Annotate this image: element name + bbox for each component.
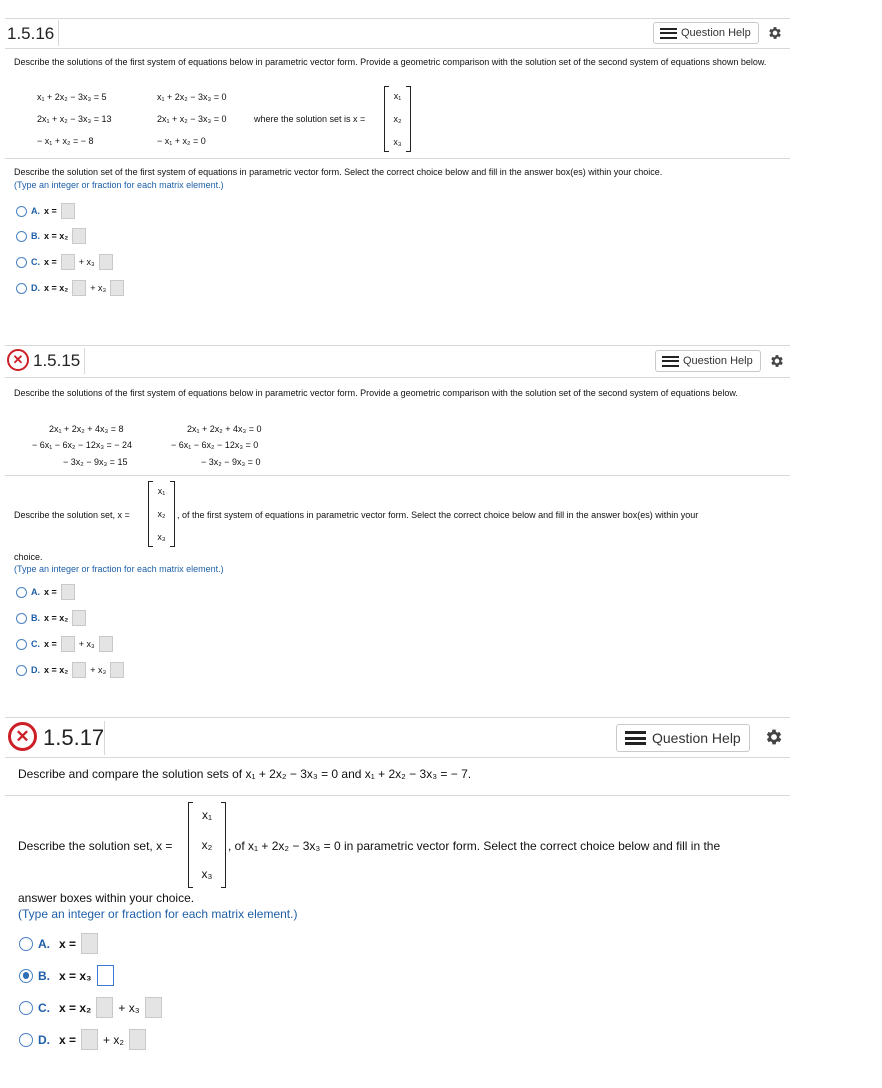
q2-option-d-expr: x = x₂ [44, 665, 69, 675]
q1-option-b-letter: B. [31, 231, 40, 241]
q1-sys2-eq3: − x₁ + x₂ = 0 [157, 136, 206, 146]
q3-tail2: answer boxes within your choice. [18, 891, 195, 905]
q3-radio-c[interactable] [19, 1001, 33, 1015]
q2-header-divider [5, 377, 790, 378]
q2-question-help-button[interactable] [655, 350, 761, 372]
q2-option-d-box1[interactable] [72, 662, 86, 678]
x-circle-icon: ✕ [8, 722, 37, 751]
q1-sys2-eq2: 2x₁ + x₂ − 3x₃ = 0 [157, 114, 227, 124]
q3-vector-x3: x₃ [201, 867, 213, 881]
x-circle-icon: ✕ [7, 349, 29, 371]
q3-option-c[interactable] [19, 997, 162, 1018]
q1-option-a-letter: A. [31, 206, 40, 216]
q3-option-c-letter: C. [38, 1000, 50, 1015]
q3-option-a-letter: A. [38, 936, 50, 951]
q1-radio-a[interactable] [16, 206, 27, 217]
q1-option-d-mid: + x₃ [90, 283, 107, 293]
q1-option-a-expr: x = [44, 206, 57, 216]
q2-vector-x3: x₃ [157, 532, 166, 542]
q3-body-divider [5, 795, 790, 796]
q2-prompt: Describe the solutions of the first system of equations below in parametric vector form. Provide a geometric comparison with the solution set of the second system of equations below. [14, 388, 738, 398]
q2-option-a-box[interactable] [61, 584, 75, 600]
q1-option-a-box[interactable] [61, 203, 75, 219]
q3-tail: , of x₁ + 2x₂ − 3x₃ = 0 in parametric vector form. Select the correct choice below and fill in the [228, 839, 721, 853]
q1-body-divider [5, 158, 790, 159]
q2-radio-b[interactable] [16, 613, 27, 624]
q3-vector-x1: x₁ [201, 808, 213, 822]
q1-option-a[interactable] [16, 203, 75, 219]
q2-option-d-box2[interactable] [110, 662, 124, 678]
q2-option-c[interactable] [16, 636, 113, 652]
q1-instruction: Describe the solution set of the first system of equations in parametric vector form. Select the correct choice below and fill in the answer box(es) within your choice. [14, 167, 663, 177]
q1-vector-x3: x₃ [393, 137, 402, 147]
q3-option-d-mid: + x₂ [103, 1032, 125, 1047]
q1-prompt: Describe the solutions of the first system of equations below in parametric vector form. Provide a geometric comparison with the solution set of the second system of equations shown below. [14, 57, 767, 67]
q2-option-d-mid: + x₃ [90, 665, 107, 675]
gear-icon[interactable] [769, 353, 785, 369]
gear-icon[interactable] [767, 25, 783, 41]
q3-option-d-box2[interactable] [129, 1029, 146, 1050]
q3-number-divider [104, 721, 105, 755]
q2-sys2-eq2: − 6x₁ − 6x₂ − 12x₃ = 0 [171, 440, 259, 450]
q3-radio-d[interactable] [19, 1033, 33, 1047]
q2-tail2: choice. [14, 552, 43, 562]
q2-option-c-expr: x = [44, 639, 57, 649]
q2-option-a-letter: A. [31, 587, 40, 597]
q3-radio-a[interactable] [19, 937, 33, 951]
q2-option-b-box[interactable] [72, 610, 86, 626]
q3-radio-b[interactable] [19, 969, 33, 983]
q2-option-d[interactable] [16, 662, 124, 678]
q3-option-c-box1[interactable] [96, 997, 113, 1018]
q2-option-c-box1[interactable] [61, 636, 75, 652]
q2-radio-c[interactable] [16, 639, 27, 650]
q1-sys1-eq1: x₁ + 2x₂ − 3x₃ = 5 [37, 92, 107, 102]
q1-option-c-letter: C. [31, 257, 40, 267]
q3-option-b-expr: x = x₃ [59, 968, 92, 983]
q1-header-divider [5, 48, 790, 49]
q3-top-divider [5, 717, 790, 718]
q2-option-b[interactable] [16, 610, 86, 626]
q1-option-c-box2[interactable] [99, 254, 113, 270]
q1-option-c-expr: x = [44, 257, 57, 267]
q1-top-divider [5, 18, 790, 19]
q2-lead: Describe the solution set, x = [14, 510, 130, 520]
q2-sys2-eq3: − 3x₂ − 9x₃ = 0 [201, 457, 261, 467]
q1-option-c-mid: + x₃ [78, 257, 95, 267]
q1-option-d-box2[interactable] [110, 280, 124, 296]
q1-option-b[interactable] [16, 228, 86, 244]
q2-sys2-eq1: 2x₁ + 2x₂ + 4x₃ = 0 [187, 424, 262, 434]
q1-option-d-letter: D. [31, 283, 40, 293]
q1-vector-matrix [384, 86, 411, 152]
list-icon [660, 28, 677, 39]
q3-option-d-letter: D. [38, 1032, 50, 1047]
q3-option-b-letter: B. [38, 968, 50, 983]
q2-sys1-eq1: 2x₁ + 2x₂ + 4x₃ = 8 [49, 424, 124, 434]
q3-option-d[interactable] [19, 1029, 146, 1050]
q2-number: 1.5.15 [33, 351, 81, 370]
q2-sys1-eq2: − 6x₁ − 6x₂ − 12x₃ = − 24 [32, 440, 133, 450]
q1-sys1-eq2: 2x₁ + x₂ − 3x₃ = 13 [37, 114, 112, 124]
q3-question-help-button[interactable] [616, 724, 750, 752]
q3-lead: Describe the solution set, x = [18, 839, 173, 853]
q2-radio-d[interactable] [16, 665, 27, 676]
q2-question-help-label: Question Help [683, 355, 753, 367]
q1-sys1-eq3: − x₁ + x₂ = − 8 [37, 136, 94, 146]
q2-vector-matrix [148, 481, 175, 547]
q1-option-b-box[interactable] [72, 228, 86, 244]
q3-option-c-mid: + x₃ [118, 1000, 140, 1015]
q1-vector-x2: x₂ [393, 114, 402, 124]
q3-header-divider [5, 757, 790, 758]
q3-option-a-expr: x = [59, 936, 77, 951]
q3-vector-matrix [188, 802, 226, 888]
q2-top-divider [5, 345, 790, 346]
q2-option-c-letter: C. [31, 639, 40, 649]
q1-sys2-eq1: x₁ + 2x₂ − 3x₃ = 0 [157, 92, 227, 102]
q2-body-divider [5, 475, 790, 476]
q2-option-b-letter: B. [31, 613, 40, 623]
q3-option-a[interactable] [19, 933, 98, 954]
gear-icon[interactable] [764, 727, 784, 747]
q3-option-c-expr: x = x₂ [59, 1000, 92, 1015]
list-icon [662, 356, 679, 367]
q1-question-help-button[interactable] [653, 22, 759, 44]
q1-option-d-expr: x = x₂ [44, 283, 69, 293]
q3-option-d-expr: x = [59, 1032, 77, 1047]
q1-question-help-label: Question Help [681, 27, 751, 39]
list-icon [625, 731, 646, 745]
q3-option-d-box1[interactable] [81, 1029, 98, 1050]
q3-option-b[interactable] [19, 965, 114, 986]
q3-option-a-box[interactable] [81, 933, 98, 954]
q3-question-help-label: Question Help [652, 730, 741, 746]
q2-option-d-letter: D. [31, 665, 40, 675]
q3-number: 1.5.17 [43, 725, 105, 750]
q1-option-d-box1[interactable] [72, 280, 86, 296]
q1-option-d[interactable] [16, 280, 124, 296]
q1-option-c[interactable] [16, 254, 113, 270]
q3-option-c-box2[interactable] [145, 997, 162, 1018]
q3-option-b-box[interactable] [97, 965, 114, 986]
q2-number-divider [84, 348, 85, 374]
q1-radio-b[interactable] [16, 231, 27, 242]
q2-option-a-expr: x = [44, 587, 57, 597]
q2-hint: (Type an integer or fraction for each matrix element.) [14, 564, 224, 574]
q1-where-text: where the solution set is x = [254, 114, 366, 124]
q1-hint: (Type an integer or fraction for each matrix element.) [14, 180, 224, 190]
q2-radio-a[interactable] [16, 587, 27, 598]
q2-option-b-expr: x = x₂ [44, 613, 69, 623]
q1-radio-d[interactable] [16, 283, 27, 294]
q1-number: 1.5.16 [7, 24, 55, 43]
q1-number-divider [58, 20, 59, 46]
q2-option-c-mid: + x₃ [78, 639, 95, 649]
q2-option-a[interactable] [16, 584, 75, 600]
q3-vector-x2: x₂ [201, 838, 213, 852]
q1-radio-c[interactable] [16, 257, 27, 268]
q1-vector-x1: x₁ [393, 91, 402, 101]
q2-sys1-eq3: − 3x₂ − 9x₃ = 15 [63, 457, 128, 467]
q2-tail: , of the first system of equations in parametric vector form. Select the correct choice below and fill in the answer box(es) within your [177, 510, 699, 520]
q3-prompt: Describe and compare the solution sets of x₁ + 2x₂ − 3x₃ = 0 and x₁ + 2x₂ − 3x₃ = − 7. [18, 767, 472, 781]
q1-option-b-expr: x = x₂ [44, 231, 69, 241]
q2-option-c-box2[interactable] [99, 636, 113, 652]
q1-option-c-box1[interactable] [61, 254, 75, 270]
q2-vector-x2: x₂ [157, 509, 166, 519]
q2-vector-x1: x₁ [157, 486, 166, 496]
q3-hint: (Type an integer or fraction for each matrix element.) [18, 907, 298, 921]
